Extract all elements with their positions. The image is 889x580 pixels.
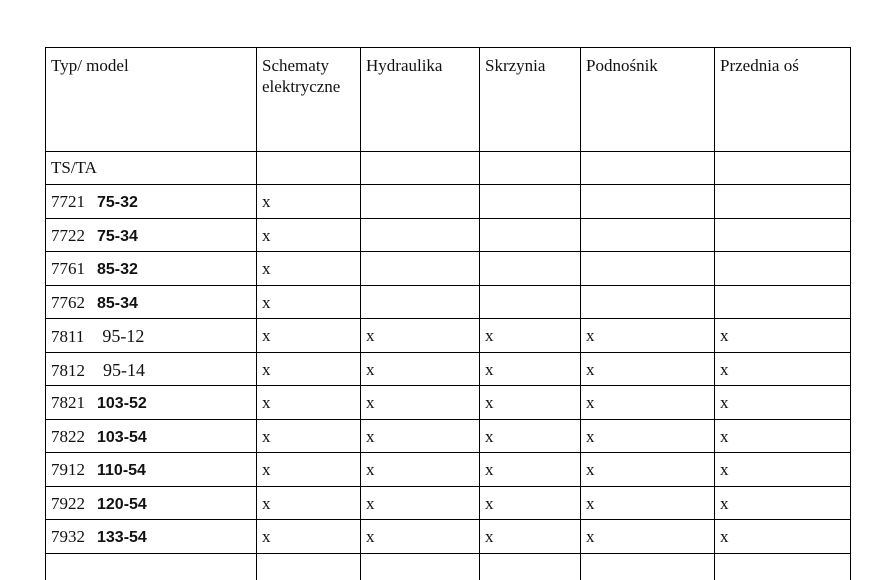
availability-cell	[361, 252, 480, 286]
availability-cell	[361, 285, 480, 319]
availability-mark: x	[262, 426, 271, 446]
header-type-model: Typ/ model	[46, 48, 257, 152]
model-name: 75-34	[97, 227, 138, 245]
availability-cell	[715, 386, 851, 420]
model-code: 7811	[51, 327, 85, 346]
availability-mark: x	[262, 493, 271, 513]
availability-cell	[715, 453, 851, 487]
model-cell	[46, 319, 257, 353]
availability-mark: x	[262, 359, 271, 379]
availability-cell	[581, 285, 715, 319]
availability-cell	[715, 285, 851, 319]
availability-cell	[480, 520, 581, 554]
availability-mark: x	[720, 493, 729, 513]
availability-cell	[257, 486, 361, 520]
model-code: 7821	[51, 393, 85, 412]
availability-cell	[257, 252, 361, 286]
availability-cell	[715, 352, 851, 386]
availability-mark: x	[262, 460, 271, 479]
model-code: 7822	[51, 426, 85, 446]
table-row	[46, 319, 851, 353]
availability-cell	[257, 319, 361, 353]
availability-mark: x	[720, 426, 729, 446]
table-row	[46, 486, 851, 520]
availability-cell	[480, 185, 581, 219]
table-cell	[46, 553, 257, 580]
availability-mark: x	[586, 326, 595, 345]
availability-mark: x	[720, 326, 729, 345]
table-cell	[715, 553, 851, 580]
availability-mark: x	[485, 326, 494, 345]
table-row	[46, 419, 851, 453]
availability-cell	[480, 319, 581, 353]
availability-mark: x	[366, 527, 375, 546]
availability-cell	[257, 419, 361, 453]
availability-mark: x	[586, 393, 595, 412]
header-hydraulics: Hydraulika	[361, 48, 480, 152]
availability-cell	[257, 185, 361, 219]
table-cell	[480, 553, 581, 580]
availability-cell	[581, 453, 715, 487]
model-cell	[46, 185, 257, 219]
availability-mark: x	[485, 527, 494, 546]
availability-cell	[257, 218, 361, 252]
availability-cell	[581, 218, 715, 252]
header-wiring-diagrams: Schematy elektryczne	[257, 48, 361, 152]
table-cell	[257, 152, 361, 185]
availability-cell	[361, 352, 480, 386]
availability-mark: x	[586, 527, 595, 546]
model-cell	[46, 453, 257, 487]
header-front-axle: Przednia oś	[715, 48, 851, 152]
model-code: 7912	[51, 460, 85, 479]
model-cell	[46, 486, 257, 520]
availability-cell	[361, 386, 480, 420]
table-row	[46, 285, 851, 319]
availability-cell	[715, 419, 851, 453]
model-name: 120-54	[97, 495, 147, 513]
model-cell	[46, 352, 257, 386]
table-cell	[581, 152, 715, 185]
availability-cell	[361, 486, 480, 520]
availability-cell	[480, 419, 581, 453]
availability-cell	[715, 486, 851, 520]
model-code: 7722	[51, 225, 85, 245]
model-code: 7922	[51, 493, 85, 513]
empty-table-row	[46, 553, 851, 580]
model-cell	[46, 252, 257, 286]
availability-cell	[480, 352, 581, 386]
table-row	[46, 352, 851, 386]
availability-cell	[581, 319, 715, 353]
table-row	[46, 185, 851, 219]
availability-mark: x	[262, 292, 271, 312]
model-name: 75-32	[97, 194, 138, 211]
table-row	[46, 386, 851, 420]
availability-cell	[715, 218, 851, 252]
availability-cell	[715, 319, 851, 353]
availability-cell	[480, 285, 581, 319]
availability-cell	[257, 352, 361, 386]
availability-cell	[361, 319, 480, 353]
availability-cell	[257, 285, 361, 319]
availability-mark: x	[262, 225, 271, 245]
model-name: 133-54	[97, 529, 147, 546]
availability-cell	[581, 352, 715, 386]
availability-mark: x	[485, 359, 494, 379]
model-code: 7932	[51, 527, 85, 546]
availability-mark: x	[485, 493, 494, 513]
availability-mark: x	[366, 393, 375, 412]
availability-mark: x	[720, 527, 729, 546]
table-row	[46, 520, 851, 554]
header-lift: Podnośnik	[581, 48, 715, 152]
availability-mark: x	[586, 426, 595, 446]
availability-mark: x	[366, 426, 375, 446]
availability-cell	[715, 185, 851, 219]
availability-cell	[361, 520, 480, 554]
table-cell	[581, 553, 715, 580]
table-header-row	[46, 48, 851, 152]
availability-mark: x	[720, 359, 729, 379]
availability-mark: x	[720, 460, 729, 479]
availability-cell	[257, 453, 361, 487]
availability-cell	[581, 486, 715, 520]
availability-cell	[480, 386, 581, 420]
model-cell	[46, 520, 257, 554]
availability-mark: x	[262, 192, 271, 211]
table-cell	[361, 152, 480, 185]
model-code: 7812	[51, 360, 85, 380]
availability-cell	[581, 185, 715, 219]
availability-cell	[257, 520, 361, 554]
model-code: 7762	[51, 292, 85, 312]
model-name: 95-14	[103, 359, 145, 380]
group-label: TS/TA	[46, 152, 257, 185]
header-gearbox: Skrzynia	[480, 48, 581, 152]
model-code: 7721	[51, 192, 85, 211]
availability-mark: x	[262, 393, 271, 412]
table-row	[46, 252, 851, 286]
availability-cell	[480, 453, 581, 487]
availability-cell	[480, 486, 581, 520]
availability-mark: x	[366, 493, 375, 513]
availability-mark: x	[586, 359, 595, 379]
group-row	[46, 152, 851, 185]
availability-mark: x	[262, 527, 271, 546]
availability-mark: x	[720, 393, 729, 412]
table-cell	[257, 553, 361, 580]
availability-mark: x	[586, 493, 595, 513]
table-row	[46, 453, 851, 487]
availability-cell	[715, 252, 851, 286]
table-cell	[715, 152, 851, 185]
model-name: 95-12	[102, 326, 145, 346]
availability-cell	[581, 520, 715, 554]
availability-mark: x	[586, 460, 595, 479]
model-cell	[46, 419, 257, 453]
availability-mark: x	[366, 359, 375, 379]
availability-mark: x	[485, 460, 494, 479]
availability-mark: x	[366, 326, 375, 345]
model-cell	[46, 386, 257, 420]
table-row	[46, 218, 851, 252]
model-name: 103-54	[97, 428, 147, 446]
model-code: 7761	[51, 259, 85, 278]
table-cell	[361, 553, 480, 580]
availability-mark: x	[262, 259, 271, 278]
availability-cell	[480, 252, 581, 286]
availability-cell	[480, 218, 581, 252]
model-name: 103-52	[97, 395, 147, 412]
availability-cell	[361, 218, 480, 252]
availability-cell	[581, 386, 715, 420]
availability-mark: x	[485, 426, 494, 446]
table-cell	[480, 152, 581, 185]
availability-cell	[361, 185, 480, 219]
availability-mark: x	[262, 326, 271, 345]
model-name: 85-32	[97, 261, 138, 278]
availability-cell	[715, 520, 851, 554]
availability-cell	[361, 453, 480, 487]
availability-cell	[581, 252, 715, 286]
availability-mark: x	[366, 460, 375, 479]
model-name: 85-34	[97, 294, 138, 312]
availability-cell	[361, 419, 480, 453]
availability-cell	[581, 419, 715, 453]
availability-cell	[257, 386, 361, 420]
availability-mark: x	[485, 393, 494, 412]
model-cell	[46, 285, 257, 319]
model-cell	[46, 218, 257, 252]
model-documentation-table	[45, 47, 851, 580]
model-name: 110-54	[97, 462, 146, 479]
